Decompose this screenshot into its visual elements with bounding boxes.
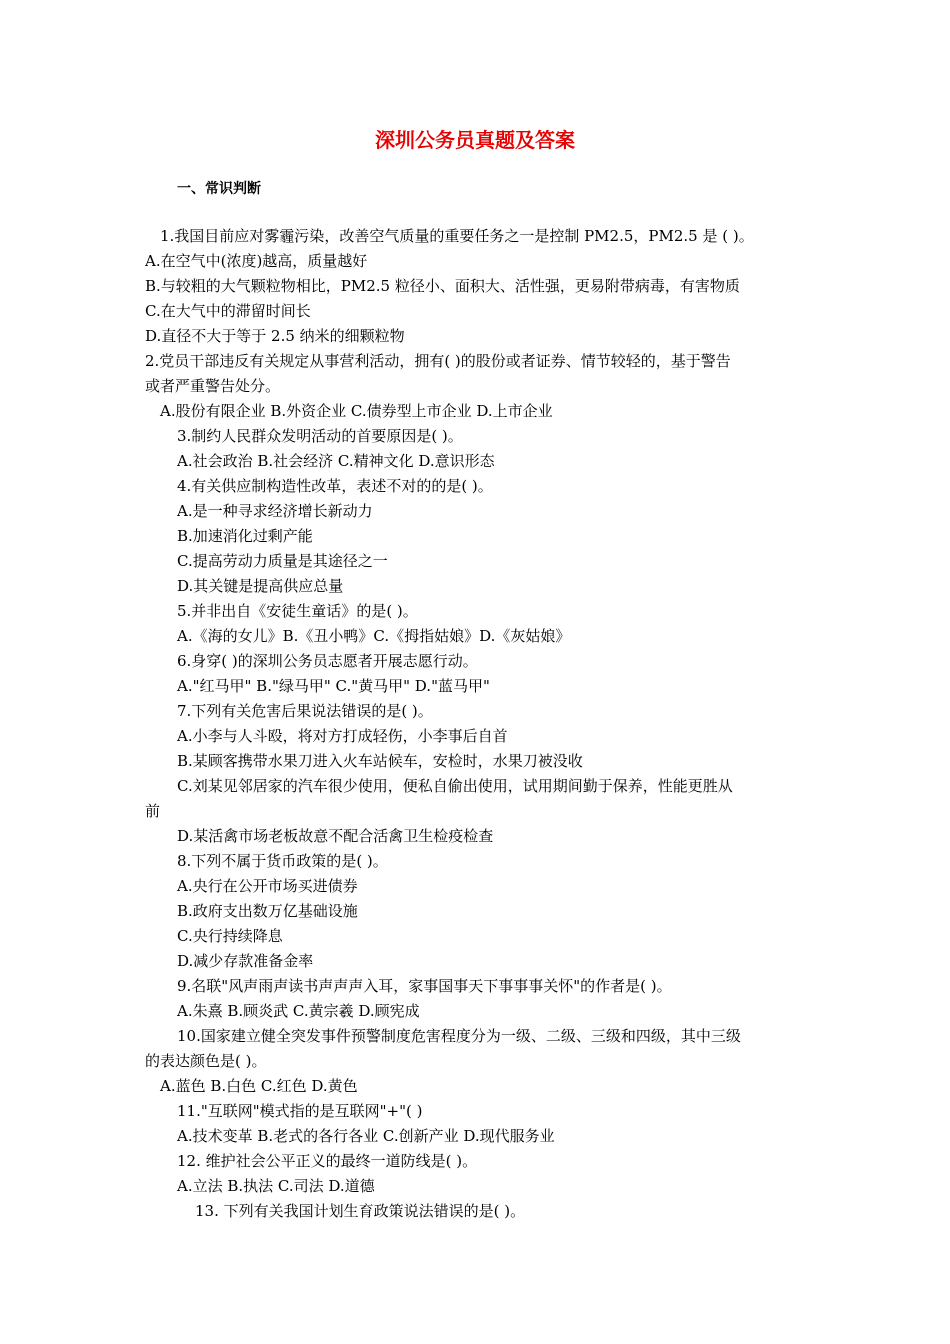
question-13-text: 13. 下列有关我国计划生育政策说法错误的是( )。 bbox=[195, 1202, 526, 1220]
question-11-text: 11."互联网"模式指的是互联网"+"( ) bbox=[177, 1102, 423, 1120]
question-6-options: A."红马甲" B."绿马甲" C."黄马甲" D."蓝马甲" bbox=[177, 677, 490, 695]
section-heading: 一、常识判断 bbox=[177, 181, 261, 197]
question-4-option-a: A.是一种寻求经济增长新动力 bbox=[177, 502, 373, 520]
question-12-text: 12. 维护社会公平正义的最终一道防线是( )。 bbox=[177, 1152, 478, 1170]
question-8-option-a: A.央行在公开市场买进债券 bbox=[177, 877, 358, 895]
question-5-options: A.《海的女儿》B.《丑小鸭》C.《拇指姑娘》D.《灰姑娘》 bbox=[177, 627, 571, 645]
question-7-option-a: A.小李与人斗殴，将对方打成轻伤，小李事后自首 bbox=[177, 727, 508, 745]
question-8-option-c: C.央行持续降息 bbox=[177, 927, 283, 945]
question-1-option-b: B.与较粗的大气颗粒物相比，PM2.5 粒径小、面积大、活性强，更易附带病毒，有害物质 bbox=[145, 277, 740, 295]
question-3-text: 3.制约人民群众发明活动的首要原因是( )。 bbox=[177, 427, 463, 445]
question-2-text: 2.党员干部违反有关规定从事营利活动，拥有( )的股份或者证券、情节较轻的，基于警告 bbox=[145, 352, 731, 370]
question-10-text-cont: 的表达颜色是( )。 bbox=[145, 1052, 267, 1070]
question-9-options: A.朱熹 B.顾炎武 C.黄宗羲 D.顾宪成 bbox=[177, 1002, 420, 1020]
question-7-option-c-cont: 前 bbox=[145, 802, 161, 820]
question-7-text: 7.下列有关危害后果说法错误的是( )。 bbox=[177, 702, 433, 720]
question-4-option-d: D.其关键是提高供应总量 bbox=[177, 577, 344, 595]
question-1-option-d: D.直径不大于等于 2.5 纳米的细颗粒物 bbox=[145, 327, 405, 345]
question-12-options: A.立法 B.执法 C.司法 D.道德 bbox=[177, 1177, 375, 1195]
question-8-option-d: D.减少存款准备金率 bbox=[177, 952, 314, 970]
question-1-text: 1.我国目前应对雾霾污染，改善空气质量的重要任务之一是控制 PM2.5，PM2.5 是 ( )。 bbox=[160, 227, 754, 245]
question-10-options: A.蓝色 B.白色 C.红色 D.黄色 bbox=[160, 1077, 358, 1095]
question-4-option-c: C.提高劳动力质量是其途径之一 bbox=[177, 552, 388, 570]
question-1-option-a: A.在空气中(浓度)越高，质量越好 bbox=[145, 252, 368, 270]
question-8-option-b: B.政府支出数万亿基础设施 bbox=[177, 902, 358, 920]
question-7-option-c: C.刘某见邻居家的汽车很少使用，便私自偷出使用，试用期间勤于保养，性能更胜从 bbox=[177, 777, 733, 795]
question-5-text: 5.并非出自《安徒生童话》的是( )。 bbox=[177, 602, 418, 620]
question-3-options: A.社会政治 B.社会经济 C.精神文化 D.意识形态 bbox=[177, 452, 495, 470]
question-10-text: 10.国家建立健全突发事件预警制度危害程度分为一级、二级、三级和四级，其中三级 bbox=[177, 1027, 741, 1045]
question-8-text: 8.下列不属于货币政策的是( )。 bbox=[177, 852, 388, 870]
question-11-options: A.技术变革 B.老式的各行各业 C.创新产业 D.现代服务业 bbox=[177, 1127, 555, 1145]
question-7-option-d: D.某活禽市场老板故意不配合活禽卫生检疫检查 bbox=[177, 827, 494, 845]
page-title: 深圳公务员真题及答案 bbox=[375, 128, 575, 152]
question-9-text: 9.名联"风声雨声读书声声声入耳，家事国事天下事事事关怀"的作者是( )。 bbox=[177, 977, 672, 995]
question-6-text: 6.身穿( )的深圳公务员志愿者开展志愿行动。 bbox=[177, 652, 478, 670]
document-body bbox=[145, 224, 810, 1224]
question-2-text-cont: 或者严重警告处分。 bbox=[145, 377, 281, 395]
question-4-option-b: B.加速消化过剩产能 bbox=[177, 527, 313, 545]
question-7-option-b: B.某顾客携带水果刀进入火车站候车，安检时，水果刀被没收 bbox=[177, 752, 583, 770]
question-1-option-c: C.在大气中的滞留时间长 bbox=[145, 302, 311, 320]
question-4-text: 4.有关供应制构造性改革，表述不对的的是( )。 bbox=[177, 477, 493, 495]
question-2-options: A.股份有限企业 B.外资企业 C.债券型上市企业 D.上市企业 bbox=[160, 402, 553, 420]
